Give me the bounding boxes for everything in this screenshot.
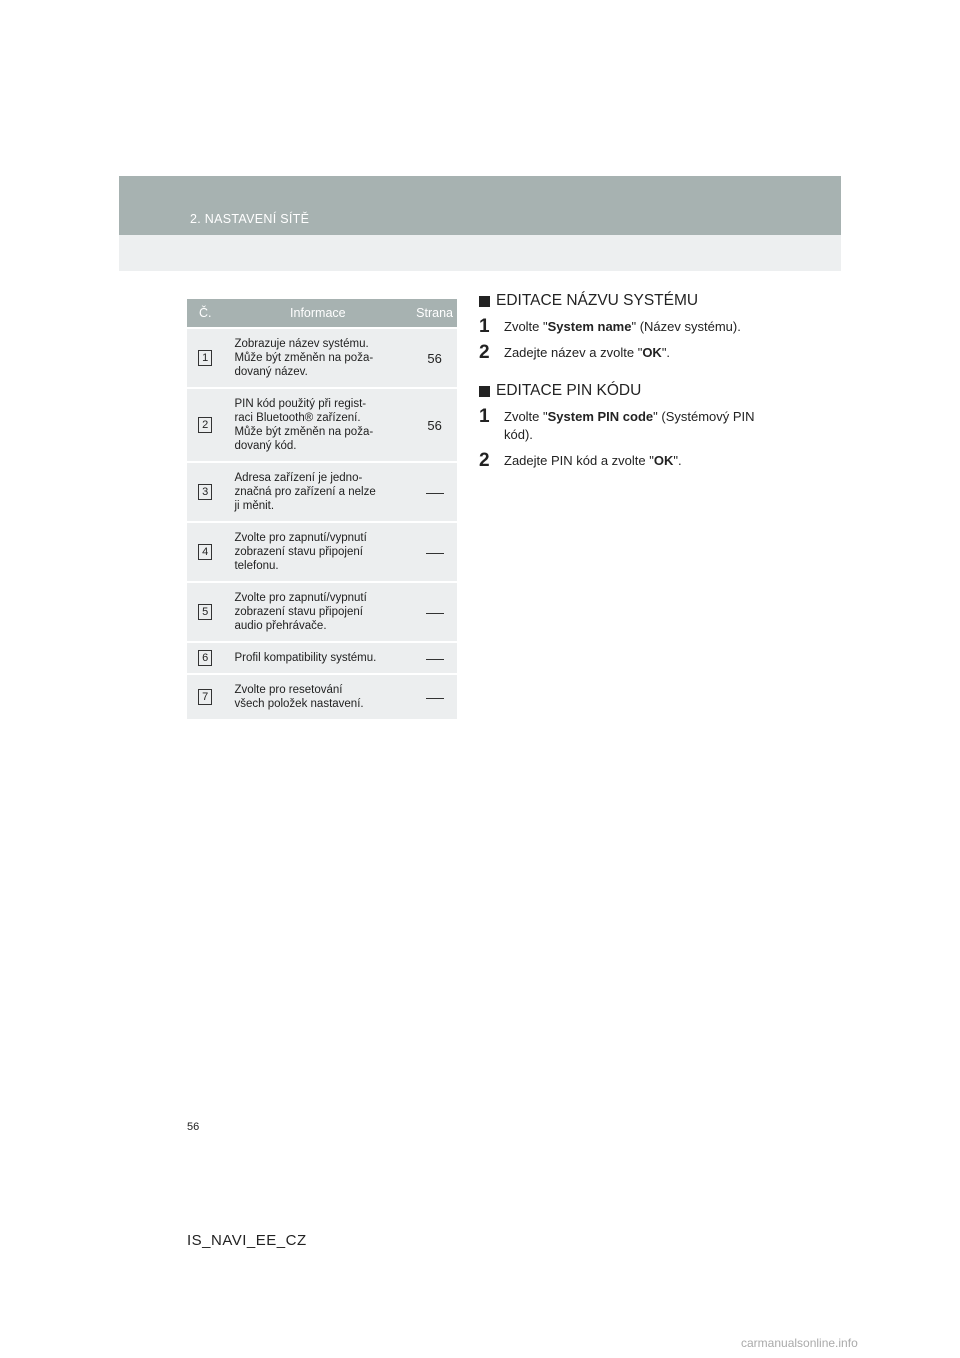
column-header-page: Strana bbox=[412, 299, 457, 328]
row-info-line: telefonu. bbox=[234, 560, 279, 572]
row-number-cell bbox=[187, 674, 223, 719]
row-info-cell bbox=[223, 462, 412, 522]
page-number: 56 bbox=[187, 1121, 200, 1133]
step-button-label: OK bbox=[653, 453, 674, 468]
row-info-line: Může být změněn na poža- bbox=[234, 426, 374, 438]
step-text bbox=[504, 452, 682, 470]
row-info-cell bbox=[223, 522, 412, 582]
row-info-line: zobrazení stavu připojení bbox=[234, 606, 363, 618]
step-item bbox=[479, 344, 779, 362]
row-page-cell bbox=[412, 582, 457, 642]
section-heading bbox=[479, 292, 779, 310]
row-info-line: ji měnit. bbox=[234, 500, 275, 512]
dash-icon bbox=[426, 493, 444, 494]
dash-icon bbox=[426, 553, 444, 554]
row-number-cell bbox=[187, 388, 223, 462]
row-page-value bbox=[426, 651, 444, 666]
step-text-pre: Zvolte " bbox=[504, 409, 548, 424]
row-page-value: 56 bbox=[427, 350, 442, 366]
row-number-box: 5 bbox=[198, 604, 212, 620]
instructions-column bbox=[479, 292, 779, 470]
row-info-line: Zvolte pro resetování bbox=[234, 684, 343, 696]
step-text-pre: Zvolte " bbox=[504, 319, 548, 334]
section-title: 2. NASTAVENÍ SÍTĚ bbox=[190, 212, 310, 226]
step-button-label: OK bbox=[642, 345, 662, 360]
row-info-line: Profil kompatibility systému. bbox=[234, 652, 377, 664]
info-table bbox=[187, 299, 457, 719]
row-number-box: 3 bbox=[198, 484, 212, 500]
row-number-box: 2 bbox=[198, 417, 212, 433]
row-info-line: audio přehrávače. bbox=[234, 620, 327, 632]
row-number-cell bbox=[187, 642, 223, 674]
row-number-box: 4 bbox=[198, 544, 212, 560]
row-page-value bbox=[426, 485, 444, 500]
row-info-line: Adresa zařízení je jedno- bbox=[234, 472, 363, 484]
row-info-line: všech položek nastavení. bbox=[234, 698, 364, 710]
row-page-cell bbox=[412, 674, 457, 719]
row-info-line: Zvolte pro zapnutí/vypnutí bbox=[234, 532, 367, 544]
dash-icon bbox=[426, 698, 444, 699]
row-number-box: 7 bbox=[198, 689, 212, 705]
table-row bbox=[187, 642, 457, 674]
step-text-post: ". bbox=[661, 345, 671, 360]
row-page-cell bbox=[412, 328, 457, 388]
row-info-line: dovaný kód. bbox=[234, 440, 297, 452]
table-row bbox=[187, 674, 457, 719]
row-info-line: Zobrazuje název systému. bbox=[234, 338, 369, 350]
row-page-value bbox=[426, 690, 444, 705]
row-info-line: Může být změněn na poža- bbox=[234, 352, 374, 364]
table-header-row bbox=[187, 299, 457, 328]
step-text bbox=[504, 408, 779, 444]
row-info-line: zobrazení stavu připojení bbox=[234, 546, 363, 558]
watermark: carmanualsonline.info bbox=[741, 1336, 858, 1350]
step-item bbox=[479, 318, 779, 336]
step-number: 2 bbox=[479, 342, 490, 363]
step-button-label: System PIN code bbox=[547, 409, 654, 424]
step-button-label: System name bbox=[547, 319, 632, 334]
row-number-box: 6 bbox=[198, 650, 212, 666]
row-info-cell bbox=[223, 642, 412, 674]
row-page-cell bbox=[412, 462, 457, 522]
row-page-value bbox=[426, 545, 444, 560]
row-page-cell bbox=[412, 642, 457, 674]
row-info-cell bbox=[223, 674, 412, 719]
row-page-value: 56 bbox=[427, 417, 442, 433]
row-page-value bbox=[426, 605, 444, 620]
row-info-cell bbox=[223, 582, 412, 642]
step-text bbox=[504, 318, 741, 336]
document-code: IS_NAVI_EE_CZ bbox=[187, 1232, 307, 1249]
row-number-cell bbox=[187, 582, 223, 642]
step-number: 1 bbox=[479, 316, 490, 337]
step-text-post: ". bbox=[673, 453, 682, 468]
table-row bbox=[187, 582, 457, 642]
table-row bbox=[187, 462, 457, 522]
step-text-post: " (Systémový PIN kód). bbox=[504, 409, 755, 442]
row-page-cell bbox=[412, 388, 457, 462]
step-number: 1 bbox=[479, 406, 490, 427]
row-info-cell bbox=[223, 328, 412, 388]
row-info-line: Zvolte pro zapnutí/vypnutí bbox=[234, 592, 367, 604]
row-info-line: raci Bluetooth® zařízení. bbox=[234, 412, 361, 424]
step-text bbox=[504, 344, 670, 362]
step-text-pre: Zadejte název a zvolte " bbox=[504, 345, 643, 360]
step-number: 2 bbox=[479, 450, 490, 471]
square-bullet-icon bbox=[479, 296, 490, 307]
row-page-cell bbox=[412, 522, 457, 582]
row-number-cell bbox=[187, 328, 223, 388]
row-info-cell bbox=[223, 388, 412, 462]
dash-icon bbox=[426, 659, 444, 660]
step-text-pre: Zadejte PIN kód a zvolte " bbox=[504, 453, 654, 468]
square-bullet-icon bbox=[479, 386, 490, 397]
row-info-line: dovaný název. bbox=[234, 366, 308, 378]
header-sub-band bbox=[119, 235, 841, 271]
row-info-line: značná pro zařízení a nelze bbox=[234, 486, 376, 498]
step-item bbox=[479, 452, 779, 470]
column-header-number: Č. bbox=[187, 299, 223, 328]
row-number-box: 1 bbox=[198, 350, 212, 366]
table-row bbox=[187, 522, 457, 582]
step-item bbox=[479, 408, 779, 444]
step-text-post: " (Název systému). bbox=[631, 319, 741, 334]
table-row bbox=[187, 328, 457, 388]
row-number-cell bbox=[187, 462, 223, 522]
row-number-cell bbox=[187, 522, 223, 582]
header-band bbox=[119, 176, 841, 235]
section-heading-text: EDITACE NÁZVU SYSTÉMU bbox=[496, 292, 699, 309]
column-header-information: Informace bbox=[223, 299, 412, 328]
section-heading-text: EDITACE PIN KÓDU bbox=[496, 382, 642, 399]
table-row bbox=[187, 388, 457, 462]
dash-icon bbox=[426, 613, 444, 614]
section-heading bbox=[479, 382, 779, 400]
row-info-line: PIN kód použitý při regist- bbox=[234, 398, 367, 410]
